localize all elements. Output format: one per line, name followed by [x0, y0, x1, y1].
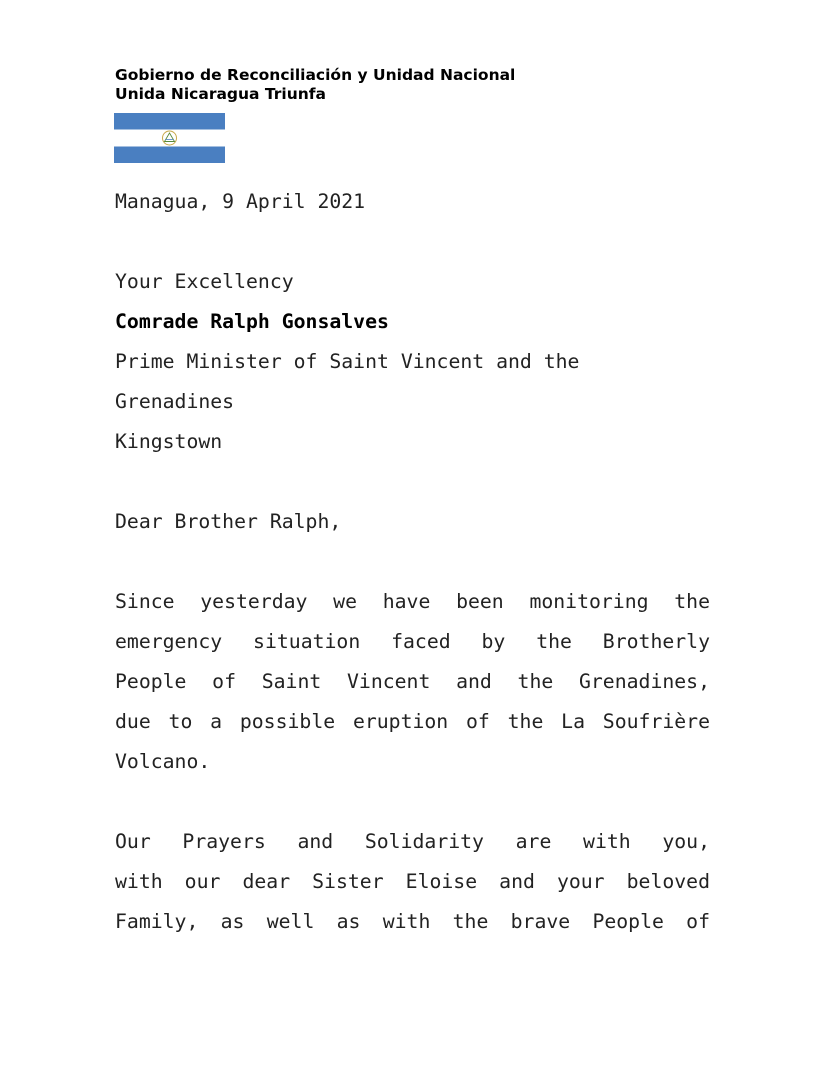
- letterhead: [115, 66, 515, 104]
- nicaragua-flag-icon: [114, 113, 225, 163]
- letterhead-government-name: Gobierno de Reconciliación y Unidad Nacional: [115, 66, 516, 84]
- paragraph-line: Volcano.: [115, 750, 211, 773]
- paragraph-line: emergency situation faced by the Brotherly: [115, 630, 710, 653]
- letter-greeting: Dear Brother Ralph,: [115, 510, 342, 533]
- paragraph-line: Since yesterday we have been monitoring the: [115, 590, 710, 613]
- paragraph-line: Our Prayers and Solidarity are with you,: [115, 830, 710, 853]
- letter-date: Managua, 9 April 2021: [115, 190, 366, 213]
- paragraph-line: due to a possible eruption of the La Soufrière: [115, 710, 710, 733]
- recipient-title-line-2: Grenadines: [115, 390, 235, 413]
- recipient-city: Kingstown: [115, 430, 223, 453]
- greeting-block: [115, 502, 710, 542]
- paragraph-line: Family, as well as with the brave People of: [115, 910, 710, 933]
- recipient-salutation: Your Excellency: [115, 270, 294, 293]
- recipient-name: Comrade Ralph Gonsalves: [115, 310, 389, 333]
- paragraph-1: [115, 582, 710, 782]
- paragraph-2: [115, 822, 710, 942]
- letter-date-block: [115, 182, 710, 222]
- paragraph-line: with our dear Sister Eloise and your beloved: [115, 870, 710, 893]
- recipient-block: [115, 262, 710, 462]
- letterhead-slogan: Unida Nicaragua Triunfa: [115, 85, 327, 103]
- paragraph-line: People of Saint Vincent and the Grenadines,: [115, 670, 710, 693]
- recipient-title-line-1: Prime Minister of Saint Vincent and the: [115, 350, 580, 373]
